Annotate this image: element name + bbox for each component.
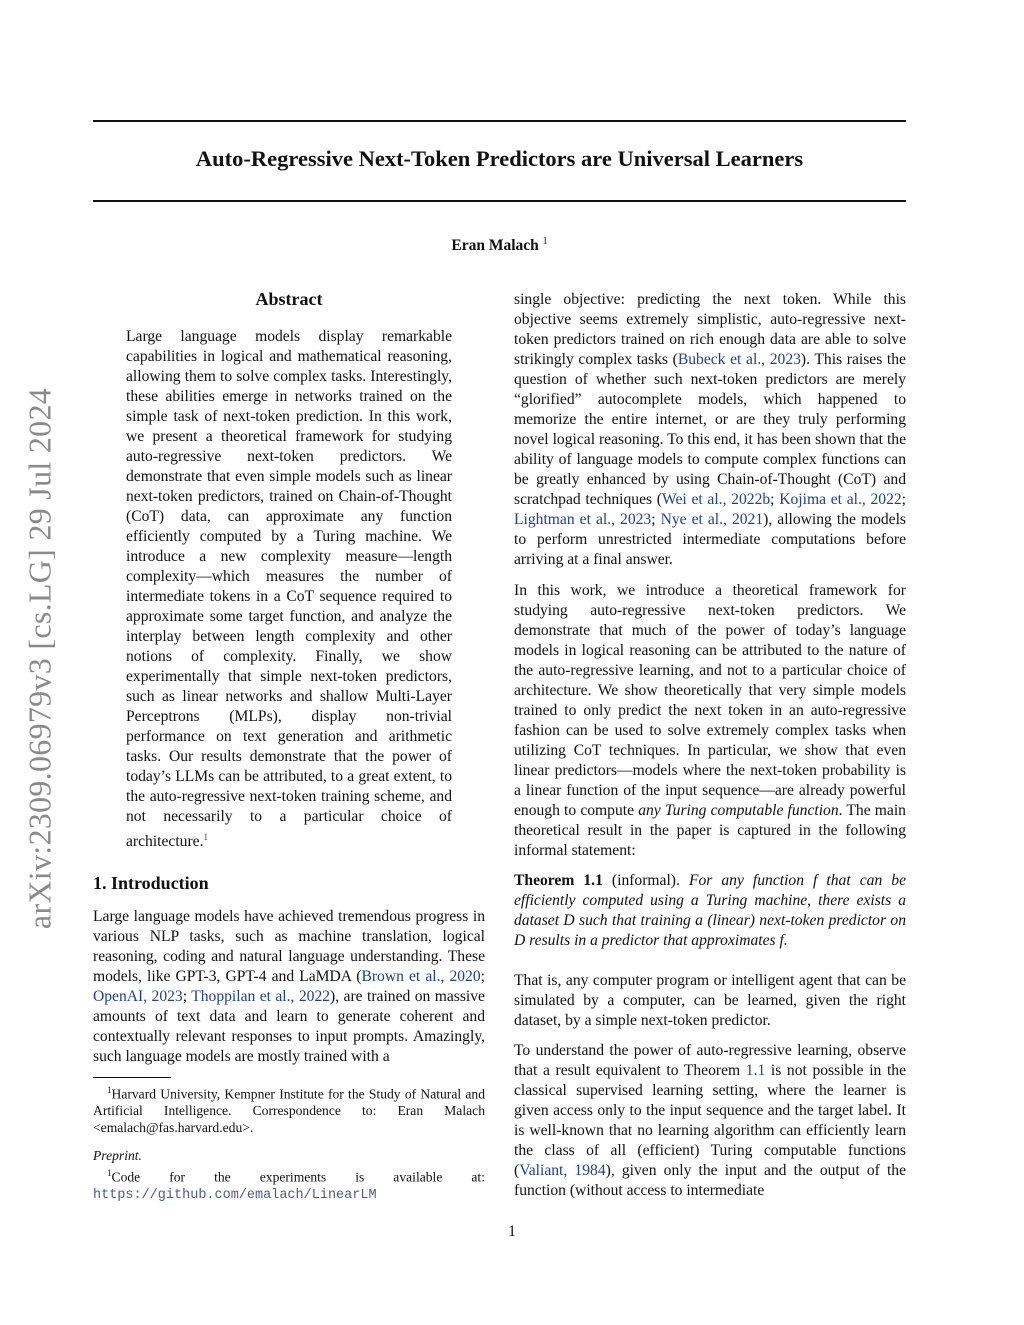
text-segment: . The main theoretical result in the paper is captured in the following informal statement:	[514, 802, 906, 859]
text-segment: Large language models display remarkable capabilities in logical and mathematical reasoning, allowing them to solve complex tasks. Interestingly, these abilities emerge in networks trained on the simple task of next-token prediction. In this work, we present a theoretical framework for studying auto-regressive next-token predictors. We demonstrate that even simple models such as linear next-token predictors, trained on Chain-of-Thought (CoT) data, can approximate any function efficiently computed by a Turing machine. We introduce a new complexity measure—length complexity—which measures the number of intermediate tokens in a CoT sequence required to approximate some target function, and analyze the interplay between length complexity and other notions of complexity. Finally, we show experimentally that simple next-token predictors, such as linear networks and shallow Multi-Layer Perceptrons (MLPs), display non-trivial performance on text generation and arithmetic tasks. Our results demonstrate that the power of today’s LLMs can be attributed, to a great extent, to the auto-regressive next-token training scheme, and not necessarily to a particular choice of architecture.	[126, 328, 452, 851]
right-paragraph-1	[514, 290, 906, 570]
text-segment: ), are trained on massive amounts of text data and learn to generate coherent and contextually relevant responses to input prompts. Amazingly, such language models are mostly trained with a	[93, 988, 485, 1065]
citation-link[interactable]: Wei et al., 2022b	[662, 491, 771, 508]
text-segment: ), given only the input and the output of the function (without access to intermediate	[514, 1162, 907, 1199]
footnote-rule	[93, 1077, 171, 1078]
footnote-mark-link[interactable]: 1	[203, 832, 208, 842]
citation-link[interactable]: Thoppilan et al., 2022	[191, 988, 331, 1005]
author	[93, 236, 906, 255]
text-segment: Code for the experiments is available at:	[111, 1169, 485, 1185]
text-segment: ;	[182, 988, 192, 1005]
code-url-link[interactable]: https://github.com/emalach/LinearLM	[93, 1188, 377, 1204]
footnote-mark: 1	[107, 1168, 112, 1178]
text-segment: Large language models have achieved tremendous progress in various NLP tasks, such as machine translation, logical reasoning, coding and natural language understanding. These models, like GPT-3, GPT-4 and LaMDA (	[93, 908, 485, 985]
right-paragraph-3	[514, 971, 906, 1031]
text-segment: That is, any computer program or intelligent agent that can be simulated by a computer, can be learned, given the right dataset, by a simple next-token predictor.	[514, 972, 906, 1029]
citation-link[interactable]: Kojima et al., 2022	[779, 491, 902, 508]
footnote-mark: 1	[107, 1085, 112, 1095]
theorem-label: Theorem 1.1	[514, 872, 603, 889]
footnote-code	[93, 1165, 485, 1205]
text-segment: ;	[651, 511, 661, 528]
citation-link[interactable]: OpenAI, 2023	[93, 988, 183, 1005]
preprint-note: Preprint.	[93, 1148, 142, 1163]
footnote-affiliation	[93, 1082, 485, 1136]
intro-paragraph	[93, 907, 485, 1067]
text-segment: ;	[770, 491, 780, 508]
abstract-text	[126, 327, 452, 852]
text-segment: To understand the power of auto-regressive learning, observe that a result equivalent to Theorem	[514, 1042, 906, 1079]
section-heading-introduction: 1. Introduction	[93, 873, 209, 893]
citation-link[interactable]: Nye et al., 2021	[660, 511, 764, 528]
text-segment: is not possible in the classical supervised learning setting, where the learner is given access only to the input sequence and the target label. It is well-known that no learning algorithm can efficiently learn the class of all (efficient) Turing computable functions (	[514, 1062, 906, 1179]
citation-link[interactable]: 1.1	[745, 1062, 766, 1079]
page-number: 1	[508, 1223, 516, 1240]
text-segment: ;	[901, 491, 907, 508]
right-paragraph-2	[514, 581, 906, 861]
italic-text: For any function f that can be efficiently	[514, 872, 906, 909]
italic-text: computed using a Turing machine, there exists a dataset D such that training a (linear) next-token predictor on D results in a predictor that approximates f.	[514, 892, 907, 949]
arxiv-identifier: arXiv:2309.06979v3 [cs.LG] 29 Jul 2024	[21, 387, 58, 930]
citation-link[interactable]: Valiant, 1984	[519, 1162, 606, 1179]
right-paragraph-4	[514, 1041, 906, 1201]
citation-link[interactable]: Bubeck et al., 2023	[677, 351, 801, 368]
theorem-1-1	[514, 871, 906, 951]
italic-text: any Turing computable function	[638, 802, 839, 819]
text-segment: (informal).	[602, 872, 689, 889]
paper-title: Auto-Regressive Next-Token Predictors are Universal Learners	[195, 146, 804, 171]
abstract-heading: Abstract	[255, 289, 323, 309]
text-segment: Harvard University, Kempner Institute for the Study of Natural and Artificial Intelligence. Correspondence to: Eran Malach <emalach@fas.harvard.edu>.	[93, 1086, 485, 1135]
title-rule-bottom	[93, 200, 906, 202]
title-rule-top	[93, 120, 906, 122]
citation-link[interactable]: Lightman et al., 2023	[514, 511, 652, 528]
author-name: Eran Malach	[451, 237, 539, 255]
text-segment: In this work, we introduce a theoretical framework for studying auto-regressive next-token predictors. We demonstrate that much of the power of today’s language models in logical reasoning can be attributed to the nature of the auto-regressive learning, and not to a particular choice of architecture. We show theoretically that very simple models trained to only predict the next token in an auto-regressive fashion can be used to solve extremely complex tasks when utilizing CoT techniques. In particular, we show that even linear predictors—models where the next-token probability is a linear function of the input sequence—are already powerful enough to compute	[514, 582, 906, 819]
text-segment: ), allowing the models to perform unrestricted intermediate computations before arriving at a final answer.	[514, 511, 907, 568]
text-segment: ). This raises the question of whether such next-token predictors are merely “glorified” autocomplete models, which happened to memorize the entire internet, or are they truly performing novel logical reasoning. To this end, it has been shown that the ability of language models to compute complex functions can be greatly enhanced by using Chain-of-Thought (CoT) and scratchpad techniques (	[514, 351, 906, 508]
author-affil-mark: 1	[542, 236, 548, 247]
citation-link[interactable]: Brown et al., 2020	[361, 968, 481, 985]
text-segment: single objective: predicting the next token. While this objective seems extremely simplistic, auto-regressive next-token predictors trained on rich enough data are able to solve strikingly complex tasks (	[514, 291, 906, 368]
text-segment: ;	[480, 968, 485, 985]
